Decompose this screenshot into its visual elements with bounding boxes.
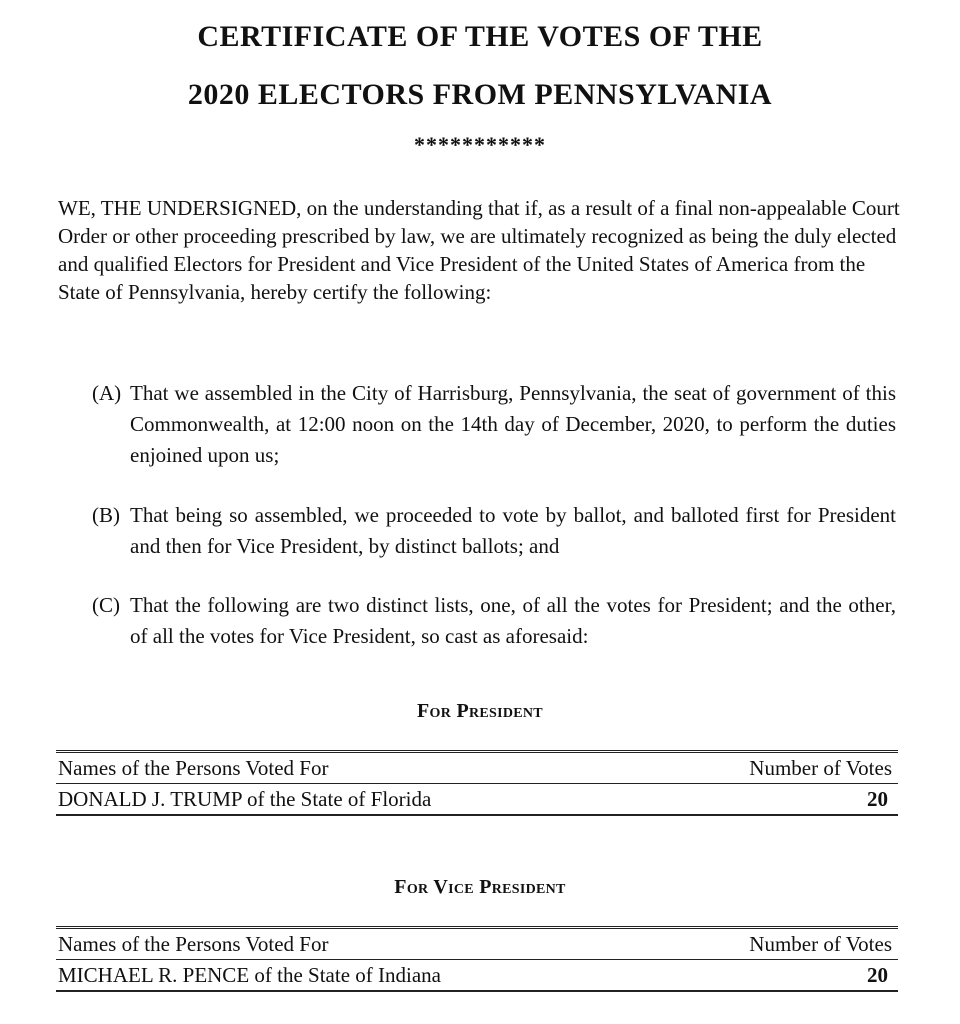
candidate-name: MICHAEL R. PENCE of the State of Indiana <box>56 960 664 992</box>
vice-president-heading: For Vice President <box>394 876 566 898</box>
title-line-1: CERTIFICATE OF THE VOTES OF THE <box>197 20 763 53</box>
title-line-2: 2020 ELECTORS FROM PENNSYLVANIA <box>187 78 773 111</box>
vote-count: 20 <box>659 784 898 816</box>
column-header-name: Names of the Persons Voted For <box>56 928 664 960</box>
candidate-name: DONALD J. TRUMP of the State of Florida <box>56 784 659 816</box>
president-heading: For President <box>417 700 543 722</box>
clause-mark: (B) <box>92 503 120 527</box>
clause-mark: (A) <box>92 381 122 405</box>
clause-mark: (C) <box>92 593 120 617</box>
column-header-name: Names of the Persons Voted For <box>56 752 659 784</box>
table-header-row <box>56 928 898 960</box>
clause-text: That the following are two distinct lists, one, of all the votes for President; and the other, of all the votes for Vice President, so cast as aforesaid: <box>130 593 896 648</box>
intro-paragraph: WE, THE UNDERSIGNED, on the understanding that if, as a result of a final non-appealable Court Order or other proceeding prescribed by law, we are ultimately recognized as being the duly elected and qualified Electors for President and Vice President of the United States of America from the State of Pennsylvania, hereby certify the following: <box>58 196 900 304</box>
clause-text: That being so assembled, we proceeded to vote by ballot, and balloted first for President and then for Vice President, by distinct ballots; and <box>130 503 896 558</box>
clause-text: That we assembled in the City of Harrisburg, Pennsylvania, the seat of government of this Commonwealth, at 12:00 noon on the 14th day of December, 2020, to perform the duties enjoined upon us; <box>130 381 896 467</box>
column-header-votes: Number of Votes <box>664 928 898 960</box>
clause-c <box>92 590 896 652</box>
president-votes-table <box>56 750 898 816</box>
column-header-votes: Number of Votes <box>659 752 898 784</box>
clause-a <box>92 378 896 471</box>
table-row <box>56 784 898 816</box>
vice-president-votes-table <box>56 926 898 992</box>
separator: *********** <box>414 132 546 157</box>
table-header-row <box>56 752 898 784</box>
table-row <box>56 960 898 992</box>
vote-count: 20 <box>664 960 898 992</box>
clause-b <box>92 500 896 562</box>
